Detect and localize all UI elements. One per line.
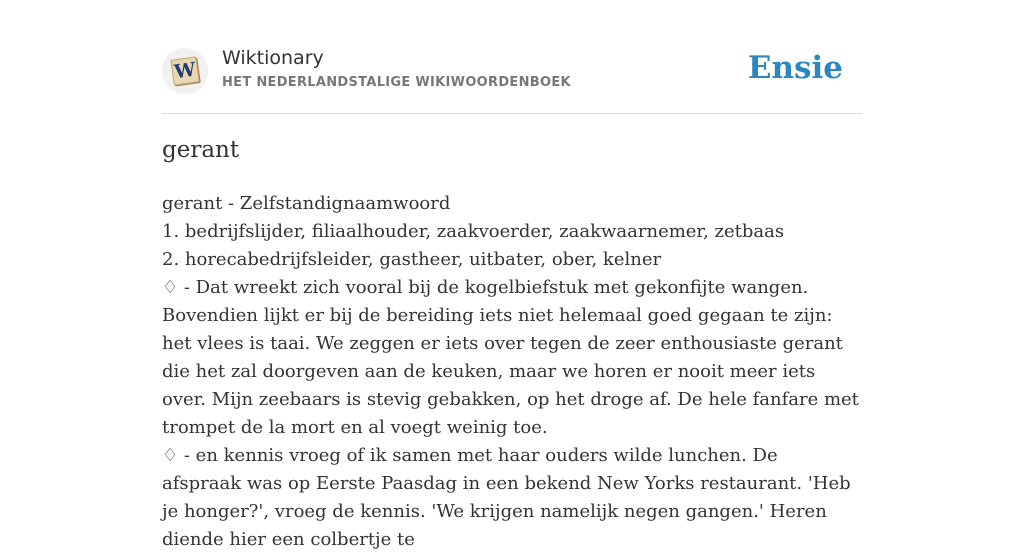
entry-content — [162, 190, 862, 554]
header-divider — [162, 113, 862, 114]
entry-part-of-speech: gerant - Zelfstandignaamwoord — [162, 193, 451, 214]
entry-definition-1: 1. bedrijfslijder, filiaalhouder, zaakvoerder, zaakwaarnemer, zetbaas — [162, 221, 785, 242]
logo-letter: W — [170, 56, 199, 85]
site-header — [162, 44, 862, 98]
entry-definition-2: 2. horecabedrijfsleider, gastheer, uitbater, ober, kelner — [162, 249, 662, 270]
site-name[interactable]: Wiktionary — [222, 47, 324, 69]
site-tagline: HET NEDERLANDSTALIGE WIKIWOORDENBOEK — [222, 75, 571, 90]
wiktionary-logo[interactable] — [162, 48, 208, 94]
entry-title: gerant — [162, 137, 240, 163]
entry-example-2: ♢ - en kennis vroeg of ik samen met haar ouders wilde lunchen. De afspraak was op Eerste Paasdag in een bekend New Yorks restaurant. 'Heb je honger?', vroeg de kennis. 'We krijgen namelijk negen gangen.' Heren diende hier een colbertje te — [162, 445, 851, 550]
entry-example-1: ♢ - Dat wreekt zich vooral bij de kogelbiefstuk met gekonfijte wangen. Bovendien lijkt er bij de bereiding iets niet helemaal goed gegaan te zijn: het vlees is taai. We zeggen er iets over tegen de zeer enthousiaste gerant die het zal doorgeven aan de keuken, maar we horen er nooit meer iets over. Mijn zeebaars is stevig gebakken, op het droge af. De hele fanfare met trompet de la mort en al voegt weinig toe. — [162, 277, 859, 438]
ensie-brand-link[interactable]: Ensie — [747, 50, 843, 86]
